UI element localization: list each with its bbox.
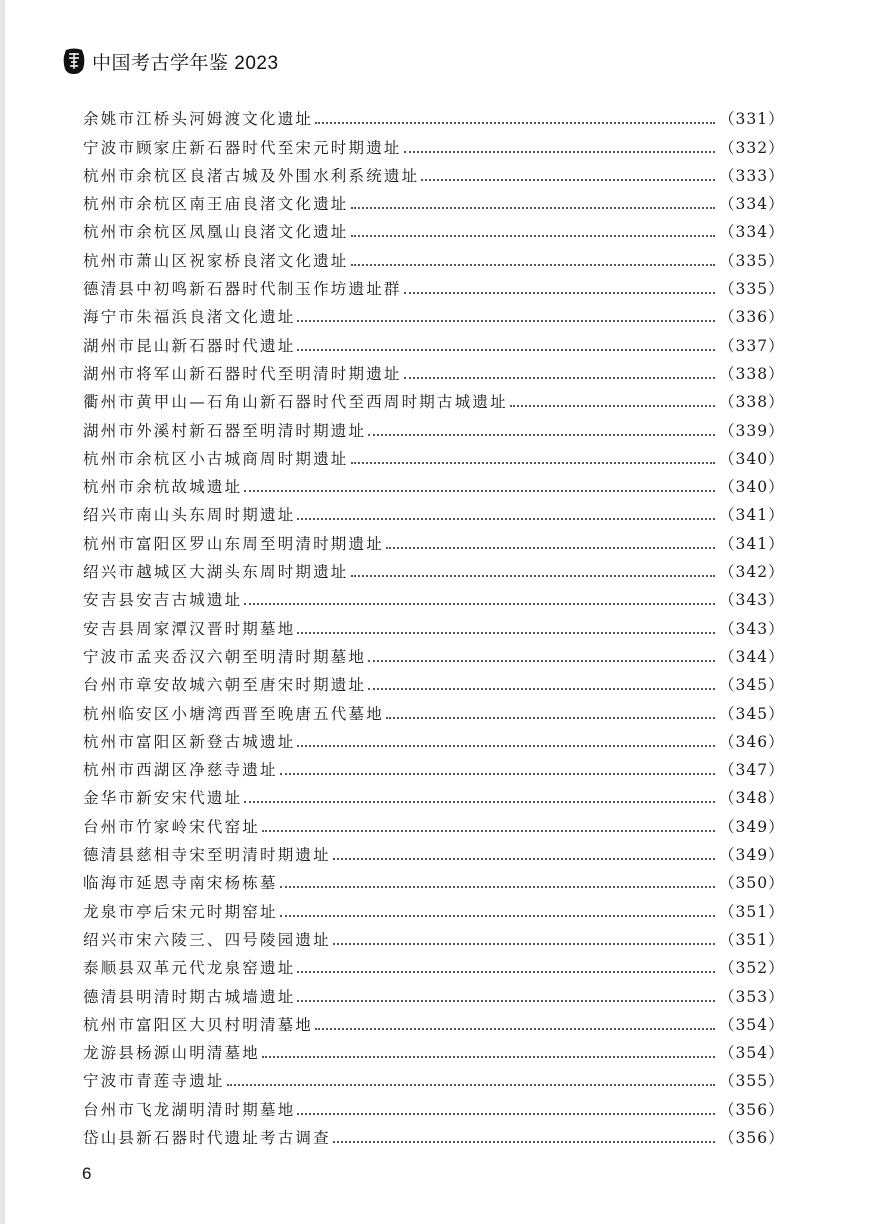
toc-page-number: 331 (735, 110, 769, 129)
toc-entry[interactable] (83, 301, 785, 329)
toc-page-number: 337 (735, 336, 769, 355)
toc-page-number: 341 (735, 534, 769, 553)
toc-entry-page: （339） (719, 421, 785, 440)
toc-dot-leader (351, 264, 715, 266)
toc-entry-page: （351） (719, 930, 785, 949)
toc-entry[interactable] (83, 1122, 785, 1150)
toc-entry-page: （337） (719, 336, 785, 355)
toc-dot-leader (351, 207, 715, 209)
toc-entry[interactable] (83, 329, 785, 357)
toc-page-number: 348 (735, 789, 769, 808)
toc-entry-title: 龙游县杨源山明清墓地 (83, 1044, 261, 1063)
toc-entry-title: 金华市新安宋代遗址 (83, 789, 243, 808)
toc-page-number: 345 (735, 704, 769, 723)
toc-page-number: 350 (735, 874, 769, 893)
toc-dot-leader (351, 575, 715, 577)
toc-page-number: 343 (735, 619, 769, 638)
toc-dot-leader (297, 745, 715, 747)
toc-entry[interactable] (83, 1093, 785, 1121)
toc-dot-leader (351, 235, 715, 237)
toc-page-number: 334 (735, 195, 769, 214)
toc-entry[interactable] (83, 358, 785, 386)
toc-page-number: 354 (735, 1015, 769, 1034)
toc-entry-page: （332） (719, 138, 785, 157)
toc-entry-title: 杭州市西湖区净慈寺遗址 (83, 761, 278, 780)
toc-entry[interactable] (83, 810, 785, 838)
toc-page-number: 351 (735, 930, 769, 949)
toc-entry[interactable] (83, 641, 785, 669)
toc-entry-title: 湖州市外溪村新石器至明清时期遗址 (83, 421, 367, 440)
toc-dot-leader (510, 405, 715, 407)
toc-page-number: 352 (735, 959, 769, 978)
toc-entry-page: （335） (719, 280, 785, 299)
toc-entry[interactable] (83, 471, 785, 499)
toc-entry-page: （355） (719, 1072, 785, 1091)
toc-entry-title: 余姚市江桥头河姆渡文化遗址 (83, 110, 314, 129)
toc-dot-leader (297, 320, 715, 322)
toc-dot-leader (333, 858, 715, 860)
toc-entry-title: 杭州市余杭区小古城商周时期遗址 (83, 449, 349, 468)
toc-entry[interactable] (83, 273, 785, 301)
toc-dot-leader (404, 151, 715, 153)
toc-dot-leader (297, 1113, 715, 1115)
toc-entry-page: （334） (719, 223, 785, 242)
toc-dot-leader (386, 717, 715, 719)
toc-entry[interactable] (83, 726, 785, 754)
toc-entry[interactable] (83, 1065, 785, 1093)
toc-page-number: 335 (735, 251, 769, 270)
toc-entry-page: （331） (719, 110, 785, 129)
toc-page-number: 345 (735, 676, 769, 695)
toc-entry-page: （356） (719, 1128, 785, 1147)
toc-entry[interactable] (83, 556, 785, 584)
toc-dot-leader (262, 1056, 715, 1058)
toc-entry-title: 杭州市富阳区大贝村明清墓地 (83, 1015, 314, 1034)
toc-entry-title: 台州市竹家岭宋代窑址 (83, 817, 261, 836)
toc-dot-leader (244, 801, 715, 803)
toc-entry-page: （335） (719, 251, 785, 270)
toc-entry[interactable] (83, 895, 785, 923)
toc-entry[interactable] (83, 1037, 785, 1065)
toc-entry-page: （345） (719, 676, 785, 695)
toc-entry[interactable] (83, 867, 785, 895)
toc-dot-leader (404, 292, 715, 294)
toc-entry-title: 杭州市余杭故城遗址 (83, 478, 243, 497)
toc-dot-leader (368, 434, 715, 436)
toc-entry-title: 临海市延恩寺南宋杨栋墓 (83, 874, 278, 893)
toc-entry-page: （352） (719, 959, 785, 978)
toc-entry-page: （338） (719, 393, 785, 412)
toc-entry[interactable] (83, 612, 785, 640)
toc-page-number: 346 (735, 732, 769, 751)
toc-dot-leader (297, 349, 715, 351)
toc-entry-page: （349） (719, 817, 785, 836)
toc-entry-title: 宁波市青莲寺遗址 (83, 1072, 225, 1091)
toc-entry[interactable] (83, 216, 785, 244)
toc-dot-leader (315, 122, 715, 124)
toc-entry-page: （353） (719, 987, 785, 1006)
toc-entry-page: （338） (719, 364, 785, 383)
toc-entry-title: 岱山县新石器时代遗址考古调查 (83, 1128, 331, 1147)
toc-entry-title: 湖州市昆山新石器时代遗址 (83, 336, 296, 355)
toc-dot-leader (244, 603, 715, 605)
toc-entry-title: 杭州市余杭区南王庙良渚文化遗址 (83, 195, 349, 214)
toc-dot-leader (227, 1084, 715, 1086)
toc-page-number: 332 (735, 138, 769, 157)
toc-entry-title: 德清县慈相寺宋至明清时期遗址 (83, 846, 331, 865)
toc-entry-page: （345） (719, 704, 785, 723)
toc-entry-title: 安吉县安吉古城遗址 (83, 591, 243, 610)
toc-dot-leader (280, 773, 715, 775)
toc-page-number: 341 (735, 506, 769, 525)
toc-entry-title: 台州市章安故城六朝至唐宋时期遗址 (83, 676, 367, 695)
toc-entry-page: （342） (719, 563, 785, 582)
toc-page-number: 356 (735, 1100, 769, 1119)
toc-entry-title: 台州市飞龙湖明清时期墓地 (83, 1100, 296, 1119)
toc-entry[interactable] (83, 782, 785, 810)
toc-entry-page: （346） (719, 732, 785, 751)
toc-page-number: 334 (735, 223, 769, 242)
toc-dot-leader (315, 1028, 715, 1030)
page-number: 6 (82, 1164, 92, 1183)
toc-entry[interactable] (83, 499, 785, 527)
toc-dot-leader (421, 179, 715, 181)
toc-entry-title: 绍兴市南山头东周时期遗址 (83, 506, 296, 525)
toc-entry-page: （341） (719, 506, 785, 525)
toc-dot-leader (386, 547, 715, 549)
toc-entry[interactable] (83, 754, 785, 782)
toc-entry-page: （354） (719, 1044, 785, 1063)
toc-dot-leader (333, 943, 715, 945)
toc-page-number: 342 (735, 563, 769, 582)
toc-entry-title: 杭州市余杭区凤凰山良渚文化遗址 (83, 223, 349, 242)
toc-entry[interactable] (83, 244, 785, 272)
toc-entry-title: 衢州市黄甲山—石角山新石器时代至西周时期古城遗址 (83, 393, 508, 412)
toc-entry-title: 德清县明清时期古城墙遗址 (83, 987, 296, 1006)
toc-entry-page: （333） (719, 166, 785, 185)
toc-entry[interactable] (83, 980, 785, 1008)
book-title: 中国考古学年鉴 2023 (92, 52, 279, 74)
toc-entry-page: （334） (719, 195, 785, 214)
toc-dot-leader (368, 688, 715, 690)
toc-entry[interactable] (83, 188, 785, 216)
toc-page-number: 349 (735, 846, 769, 865)
toc-page-number: 355 (735, 1072, 769, 1091)
toc-page-number: 351 (735, 902, 769, 921)
toc-entry-page: （350） (719, 874, 785, 893)
toc-entry-title: 杭州市余杭区良渚古城及外围水利系统遗址 (83, 166, 420, 185)
toc-entry[interactable] (83, 952, 785, 980)
toc-dot-leader (280, 886, 715, 888)
running-header (62, 46, 279, 76)
toc-page-number: 336 (735, 308, 769, 327)
toc-entry-title: 杭州临安区小塘湾西晋至晚唐五代墓地 (83, 704, 384, 723)
toc-entry-title: 绍兴市越城区大湖头东周时期遗址 (83, 563, 349, 582)
yearbook-seal-icon (62, 47, 86, 75)
toc-entry-title: 德清县中初鸣新石器时代制玉作坊遗址群 (83, 280, 402, 299)
toc-page-number: 354 (735, 1044, 769, 1063)
toc-dot-leader (280, 915, 715, 917)
toc-entry-title: 海宁市朱福浜良渚文化遗址 (83, 308, 296, 327)
toc-entry-title: 龙泉市亭后宋元时期窑址 (83, 902, 278, 921)
toc-entry[interactable] (83, 1009, 785, 1037)
toc-page-number: 340 (735, 449, 769, 468)
toc-page-number: 347 (735, 761, 769, 780)
toc-page-number: 335 (735, 280, 769, 299)
toc-dot-leader (262, 830, 715, 832)
toc-entry-title: 绍兴市宋六陵三、四号陵园遗址 (83, 930, 331, 949)
toc-dot-leader (297, 1000, 715, 1002)
toc-entry-title: 泰顺县双革元代龙泉窑遗址 (83, 959, 296, 978)
toc-dot-leader (333, 1141, 715, 1143)
toc-page-number: 353 (735, 987, 769, 1006)
table-of-contents (83, 103, 785, 1150)
toc-entry-title: 安吉县周家潭汉晋时期墓地 (83, 619, 296, 638)
toc-dot-leader (297, 518, 715, 520)
toc-dot-leader (297, 632, 715, 634)
toc-entry-page: （349） (719, 846, 785, 865)
toc-entry-page: （340） (719, 449, 785, 468)
toc-entry[interactable] (83, 386, 785, 414)
toc-page-number: 338 (735, 393, 769, 412)
toc-entry[interactable] (83, 924, 785, 952)
toc-dot-leader (404, 377, 715, 379)
toc-page-number: 356 (735, 1128, 769, 1147)
toc-entry[interactable] (83, 414, 785, 442)
toc-entry[interactable] (83, 103, 785, 131)
toc-page-number: 339 (735, 421, 769, 440)
toc-entry-page: （356） (719, 1100, 785, 1119)
toc-entry[interactable] (83, 584, 785, 612)
toc-page-number: 349 (735, 817, 769, 836)
toc-entry-page: （336） (719, 308, 785, 327)
toc-entry-page: （344） (719, 647, 785, 666)
toc-entry-title: 宁波市顾家庄新石器时代至宋元时期遗址 (83, 138, 402, 157)
toc-entry[interactable] (83, 443, 785, 471)
toc-page-number: 340 (735, 478, 769, 497)
toc-entry-page: （343） (719, 591, 785, 610)
toc-entry-title: 杭州市富阳区新登古城遗址 (83, 732, 296, 751)
toc-entry-page: （348） (719, 789, 785, 808)
toc-entry-page: （341） (719, 534, 785, 553)
toc-entry-title: 宁波市孟夹岙汉六朝至明清时期墓地 (83, 647, 367, 666)
toc-entry-page: （340） (719, 478, 785, 497)
toc-dot-leader (297, 971, 715, 973)
toc-entry-title: 湖州市将军山新石器时代至明清时期遗址 (83, 364, 402, 383)
toc-entry-page: （354） (719, 1015, 785, 1034)
toc-page-number: 344 (735, 647, 769, 666)
toc-page-number: 333 (735, 166, 769, 185)
toc-entry-title: 杭州市萧山区祝家桥良渚文化遗址 (83, 251, 349, 270)
page-edge-shadow (0, 0, 5, 1224)
toc-entry-page: （347） (719, 761, 785, 780)
toc-entry[interactable] (83, 839, 785, 867)
toc-entry-page: （343） (719, 619, 785, 638)
toc-dot-leader (244, 490, 715, 492)
toc-dot-leader (368, 660, 715, 662)
toc-entry[interactable] (83, 669, 785, 697)
toc-page-number: 343 (735, 591, 769, 610)
toc-page-number: 338 (735, 364, 769, 383)
toc-entry[interactable] (83, 160, 785, 188)
toc-entry[interactable] (83, 697, 785, 725)
toc-entry[interactable] (83, 131, 785, 159)
toc-dot-leader (351, 462, 715, 464)
toc-entry-page: （351） (719, 902, 785, 921)
toc-entry-title: 杭州市富阳区罗山东周至明清时期遗址 (83, 534, 384, 553)
toc-entry[interactable] (83, 527, 785, 555)
